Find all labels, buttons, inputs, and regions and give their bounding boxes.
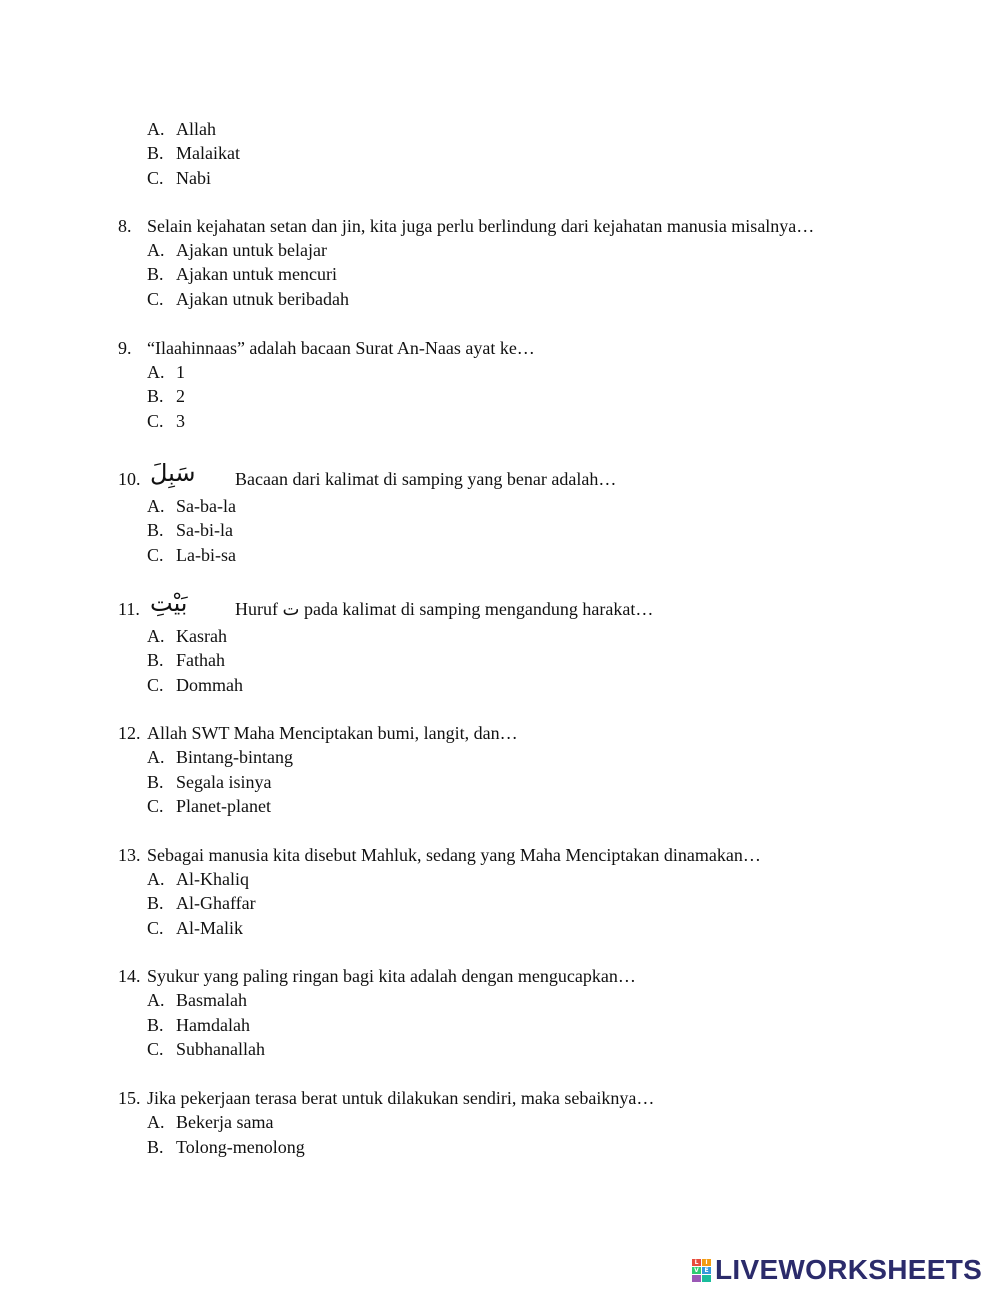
q11-option-a[interactable] bbox=[147, 625, 227, 647]
option-text: Tolong-menolong bbox=[176, 1137, 305, 1157]
question-number: 8. bbox=[118, 216, 132, 236]
option-text: Al-Ghaffar bbox=[176, 893, 256, 913]
option-text: Bintang-bintang bbox=[176, 747, 293, 767]
option-text: Malaikat bbox=[176, 143, 240, 163]
option-letter: B. bbox=[147, 772, 164, 792]
option-letter: C. bbox=[147, 545, 164, 565]
option-text: Sa-ba-la bbox=[176, 496, 236, 516]
option-text: Ajakan untuk belajar bbox=[176, 240, 327, 260]
question-number: 13. bbox=[118, 845, 141, 865]
q15-option-a[interactable] bbox=[147, 1111, 273, 1133]
q13-option-c[interactable] bbox=[147, 917, 243, 939]
logo-mark-cell: I bbox=[702, 1259, 711, 1266]
q13-option-b[interactable] bbox=[147, 892, 256, 914]
option-letter: A. bbox=[147, 990, 165, 1010]
question-number: 14. bbox=[118, 966, 141, 986]
logo-mark-cell: L bbox=[692, 1259, 701, 1266]
q9-option-c[interactable] bbox=[147, 410, 185, 432]
option-letter: A. bbox=[147, 119, 165, 139]
q12-option-a[interactable] bbox=[147, 746, 293, 768]
option-letter: B. bbox=[147, 264, 164, 284]
option-letter: A. bbox=[147, 362, 165, 382]
option-letter: B. bbox=[147, 1137, 164, 1157]
q10-option-b[interactable] bbox=[147, 519, 233, 541]
q14-option-b[interactable] bbox=[147, 1014, 250, 1036]
option-letter: B. bbox=[147, 143, 164, 163]
q12-option-c[interactable] bbox=[147, 795, 271, 817]
option-text: Segala isinya bbox=[176, 772, 272, 792]
q15-option-b[interactable] bbox=[147, 1136, 305, 1158]
question-10-number bbox=[118, 468, 141, 490]
option-text: 3 bbox=[176, 411, 185, 431]
option-text: Nabi bbox=[176, 168, 211, 188]
question-text: Selain kejahatan setan dan jin, kita juga perlu berlindung dari kejahatan manusia misalnya… bbox=[147, 216, 815, 236]
option-text: Allah bbox=[176, 119, 216, 139]
option-letter: C. bbox=[147, 411, 164, 431]
q11-option-b[interactable] bbox=[147, 649, 225, 671]
option-letter: B. bbox=[147, 386, 164, 406]
q10-option-a[interactable] bbox=[147, 495, 236, 517]
option-text: Kasrah bbox=[176, 626, 227, 646]
option-letter: A. bbox=[147, 496, 165, 516]
q8-option-b[interactable] bbox=[147, 263, 337, 285]
question-13 bbox=[118, 844, 761, 866]
question-10 bbox=[235, 468, 616, 490]
option-letter: B. bbox=[147, 1015, 164, 1035]
question-11 bbox=[235, 598, 653, 620]
q13-option-a[interactable] bbox=[147, 868, 249, 890]
option-letter: B. bbox=[147, 520, 164, 540]
question-text: “Ilaahinnaas” adalah bacaan Surat An-Naas ayat ke… bbox=[147, 338, 535, 358]
option-text: Al-Malik bbox=[176, 918, 243, 938]
q14-option-a[interactable] bbox=[147, 989, 247, 1011]
option-text: Ajakan untuk mencuri bbox=[176, 264, 337, 284]
question-number: 12. bbox=[118, 723, 141, 743]
arabic-word: سَبِلَ bbox=[150, 459, 196, 487]
logo-mark-cell: E bbox=[702, 1267, 711, 1274]
q7-option-a[interactable] bbox=[147, 118, 216, 140]
q11-option-c[interactable] bbox=[147, 674, 243, 696]
question-11-number bbox=[118, 598, 140, 620]
q9-option-b[interactable] bbox=[147, 385, 185, 407]
question-14 bbox=[118, 965, 636, 987]
option-text: 2 bbox=[176, 386, 185, 406]
question-text: Syukur yang paling ringan bagi kita adalah dengan mengucapkan… bbox=[147, 966, 636, 986]
option-text: Ajakan utnuk beribadah bbox=[176, 289, 349, 309]
option-text: Basmalah bbox=[176, 990, 247, 1010]
question-number: 9. bbox=[118, 338, 132, 358]
option-text: Sa-bi-la bbox=[176, 520, 233, 540]
q8-option-c[interactable] bbox=[147, 288, 349, 310]
option-letter: B. bbox=[147, 650, 164, 670]
question-number: 10. bbox=[118, 469, 141, 489]
option-text: La-bi-sa bbox=[176, 545, 236, 565]
question-12 bbox=[118, 722, 518, 744]
question-text: Bacaan dari kalimat di samping yang benar adalah… bbox=[235, 469, 617, 489]
q7-option-b[interactable] bbox=[147, 142, 240, 164]
liveworksheets-logo bbox=[692, 1255, 982, 1285]
option-text: Bekerja sama bbox=[176, 1112, 274, 1132]
option-letter: A. bbox=[147, 240, 165, 260]
option-letter: C. bbox=[147, 675, 164, 695]
option-text: Subhanallah bbox=[176, 1039, 265, 1059]
option-text: Al-Khaliq bbox=[176, 869, 249, 889]
question-9 bbox=[118, 337, 535, 359]
question-text: Huruf ت pada kalimat di samping mengandung harakat… bbox=[235, 599, 654, 619]
question-text: Allah SWT Maha Menciptakan bumi, langit, dan… bbox=[147, 723, 518, 743]
question-number: 15. bbox=[118, 1088, 141, 1108]
logo-mark-cell bbox=[702, 1275, 711, 1282]
logo-mark-icon bbox=[692, 1259, 711, 1282]
option-letter: A. bbox=[147, 869, 165, 889]
q10-option-c[interactable] bbox=[147, 544, 236, 566]
question-15 bbox=[118, 1087, 654, 1109]
q12-option-b[interactable] bbox=[147, 771, 271, 793]
option-letter: C. bbox=[147, 918, 164, 938]
q9-option-a[interactable] bbox=[147, 361, 185, 383]
q8-option-a[interactable] bbox=[147, 239, 327, 261]
logo-mark-cell bbox=[692, 1275, 701, 1282]
option-text: Dommah bbox=[176, 675, 243, 695]
q7-option-c[interactable] bbox=[147, 167, 211, 189]
option-text: 1 bbox=[176, 362, 185, 382]
option-letter: C. bbox=[147, 168, 164, 188]
option-letter: C. bbox=[147, 1039, 164, 1059]
q14-option-c[interactable] bbox=[147, 1038, 265, 1060]
option-text: Hamdalah bbox=[176, 1015, 250, 1035]
question-number: 11. bbox=[118, 599, 140, 619]
option-letter: C. bbox=[147, 289, 164, 309]
question-text: Sebagai manusia kita disebut Mahluk, sedang yang Maha Menciptakan dinamakan… bbox=[147, 845, 761, 865]
option-letter: C. bbox=[147, 796, 164, 816]
logo-mark-cell: V bbox=[692, 1267, 701, 1274]
option-letter: A. bbox=[147, 747, 165, 767]
option-letter: A. bbox=[147, 626, 165, 646]
option-text: Planet-planet bbox=[176, 796, 271, 816]
question-text: Jika pekerjaan terasa berat untuk dilakukan sendiri, maka sebaiknya… bbox=[147, 1088, 655, 1108]
option-letter: B. bbox=[147, 893, 164, 913]
option-text: Fathah bbox=[176, 650, 225, 670]
arabic-word: بَيْتِ bbox=[150, 589, 188, 617]
option-letter: A. bbox=[147, 1112, 165, 1132]
logo-text: LIVEWORKSHEETS bbox=[715, 1254, 983, 1285]
question-8 bbox=[118, 215, 814, 237]
